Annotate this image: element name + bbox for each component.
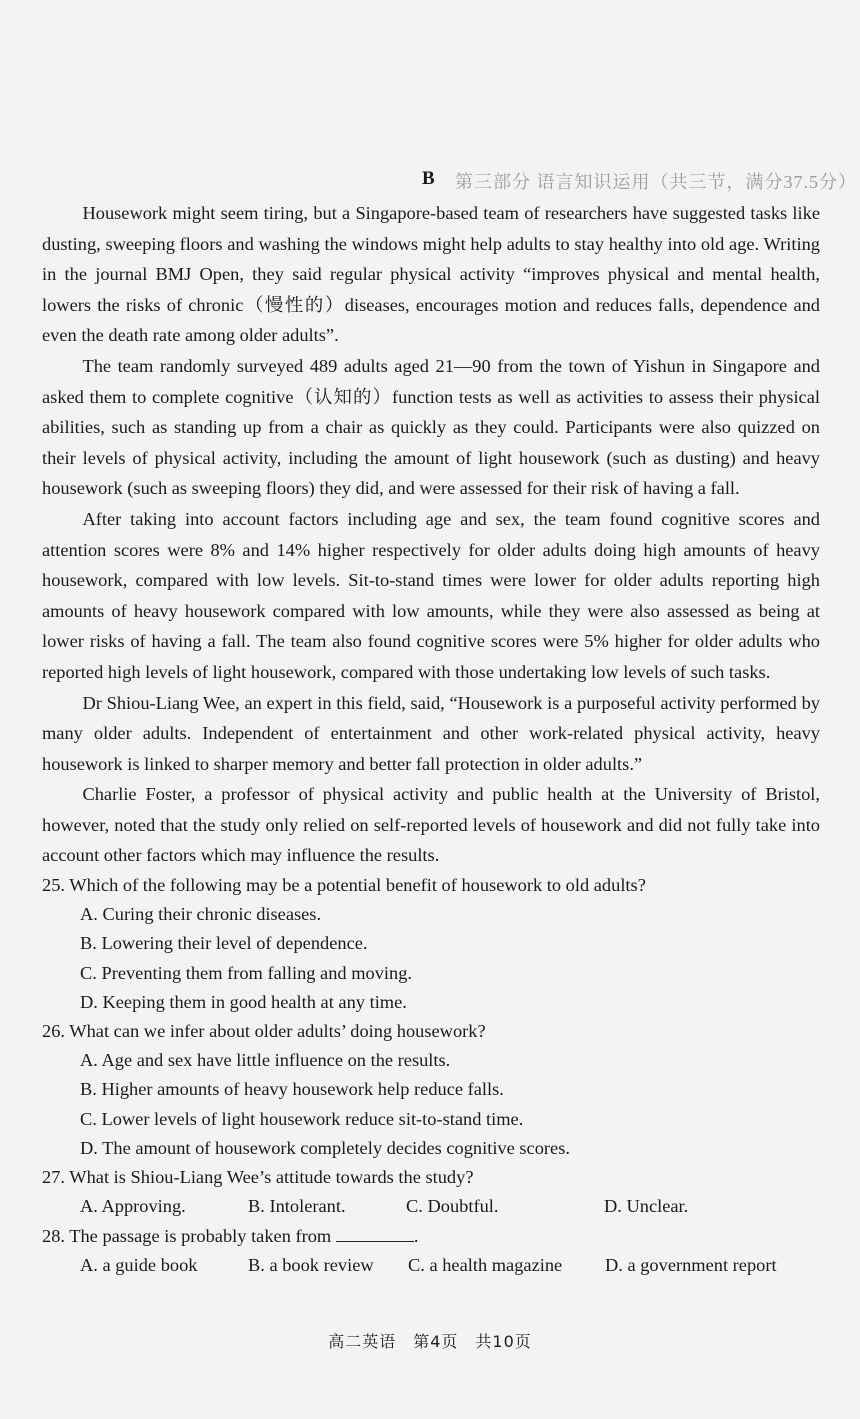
option-a: A. a guide book: [80, 1254, 198, 1275]
question-27: [42, 1163, 820, 1221]
option-a: A. Approving.: [80, 1196, 186, 1217]
option-d: D. Keeping them in good health at any time.: [80, 991, 407, 1012]
passage-paragraph: After taking into account factors including age and sex, the team found cognitive scores and attention scores were 8% and 14% higher respectively for older adults doing high amounts of heavy housework, compared with low levels. Sit-to-stand times were lower for older adults reporting high amounts of heavy housework compared with low amounts, while they were also assessed as being at lower risks of having a fall. The team also found cognitive scores were 5% higher for older adults who reported high levels of light housework, compared with those undertaking low levels of such tasks.: [42, 508, 820, 682]
option-a: A. Age and sex have little influence on the results.: [80, 1050, 451, 1071]
option-list: [42, 1046, 820, 1163]
question-stem: 26. What can we infer about older adults’ doing housework?: [42, 1021, 486, 1042]
option-a: A. Curing their chronic diseases.: [80, 904, 322, 925]
option-b: B. Higher amounts of heavy housework help reduce falls.: [80, 1079, 504, 1100]
section-letter: B: [422, 168, 435, 189]
option-c: C. Preventing them from falling and moving.: [80, 962, 413, 983]
option-row: [42, 1251, 820, 1280]
option-b: B. a book review: [248, 1254, 374, 1275]
option-d: D. a government report: [605, 1254, 777, 1275]
option-c: C. a health magazine: [408, 1254, 563, 1275]
passage-paragraph: The team randomly surveyed 489 adults aged 21—90 from the town of Yishun in Singapore and asked them to complete cognitive（认知的）function tests as well as activities to assess their physical abilities, such as standing up from a chair as quickly as they could. Participants were also quizzed on their levels of physical activity, including the amount of light housework (such as dusting) and heavy housework (such as sweeping floors) they did, and were assessed for their risk of having a fall.: [42, 355, 820, 499]
question-stem: [42, 1222, 820, 1251]
page-footer: 高二英语 第4页 共10页: [328, 1332, 532, 1351]
reading-passage: [42, 198, 820, 871]
answer-blank: [336, 1223, 414, 1242]
question-stem: 27. What is Shiou-Liang Wee’s attitude towards the study?: [42, 1167, 474, 1188]
option-list: [42, 900, 820, 1017]
option-c: C. Doubtful.: [406, 1196, 499, 1217]
question-stem-end: .: [413, 1225, 419, 1246]
passage-paragraph: Dr Shiou-Liang Wee, an expert in this field, said, “Housework is a purposeful activity performed by many older adults. Independent of entertainment and other work-related physical activity, heavy housework is linked to sharper memory and better fall protection in older adults.”: [42, 692, 820, 774]
question-28: [42, 1222, 820, 1280]
question-list: [42, 871, 820, 1280]
passage-paragraph: Charlie Foster, a professor of physical activity and public health at the University of Bristol, however, noted that the study only relied on self-reported levels of housework and did not fully take into account other factors which may influence the results.: [42, 784, 820, 866]
question-stem: 25. Which of the following may be a potential benefit of housework to old adults?: [42, 875, 646, 896]
question-stem-text: 28. The passage is probably taken from: [42, 1225, 332, 1246]
option-d: D. Unclear.: [604, 1196, 689, 1217]
question-25: [42, 871, 820, 1017]
option-d: D. The amount of housework completely decides cognitive scores.: [80, 1137, 570, 1158]
question-26: [42, 1017, 820, 1163]
option-c: C. Lower levels of light housework reduce sit-to-stand time.: [80, 1108, 524, 1129]
option-row: [42, 1192, 820, 1221]
passage-paragraph: Housework might seem tiring, but a Singapore-based team of researchers have suggested tasks like dusting, sweeping floors and washing the windows might help adults to stay healthy into old age. Writing in the journal BMJ Open, they said regular physical activity “improves physical and mental health, lowers the risks of chronic（慢性的）diseases, encourages motion and reduces falls, dependence and even the death rate among older adults”.: [42, 203, 820, 346]
option-b: B. Lowering their level of dependence.: [80, 933, 368, 954]
option-b: B. Intolerant.: [248, 1196, 346, 1217]
bleed-through-heading: 第三部分 语言知识运用（共三节，满分37.5分）: [455, 172, 857, 192]
